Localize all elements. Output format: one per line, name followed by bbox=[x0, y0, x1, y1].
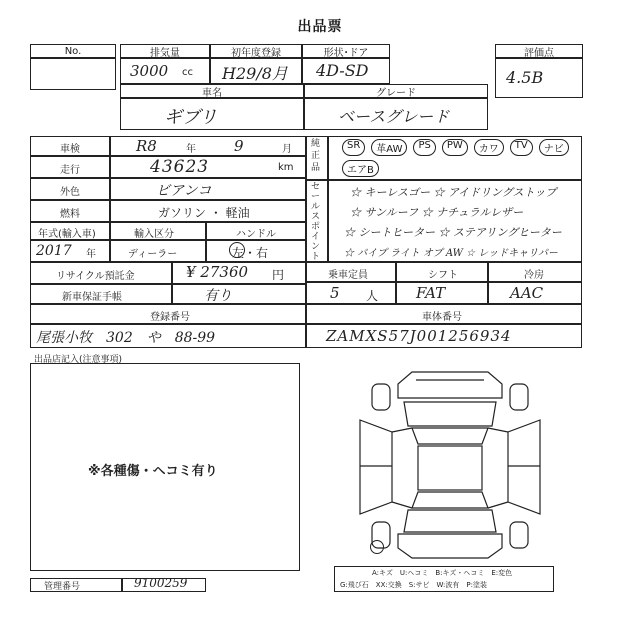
c-pillar-right bbox=[488, 502, 508, 508]
shape-value: 4D-SD bbox=[316, 61, 369, 80]
rating-value: 4.5B bbox=[506, 68, 544, 87]
shape-label: 形状･ドア bbox=[302, 44, 390, 58]
mileage-unit: km bbox=[278, 162, 294, 173]
warranty-value: 有り bbox=[204, 288, 232, 304]
notes-label: 出品店記入(注意事項) bbox=[34, 355, 123, 365]
mileage-label: 走行 bbox=[60, 165, 80, 176]
option-kawa: カワ bbox=[474, 139, 504, 156]
right-side-outline bbox=[508, 420, 540, 514]
option-ps: PS bbox=[413, 139, 435, 156]
month-unit: 月 bbox=[282, 144, 292, 155]
car-diagram bbox=[352, 362, 548, 562]
mileage-value: 43623 bbox=[150, 157, 210, 177]
no-field bbox=[30, 58, 116, 90]
option-navi: ナビ bbox=[539, 139, 569, 156]
rear-bumper-outline bbox=[398, 534, 502, 558]
handle-label: ハンドル bbox=[236, 229, 276, 240]
sales-label: セールスポイント bbox=[311, 182, 321, 262]
shift-label: シフト bbox=[428, 270, 458, 281]
capacity-value: 5 bbox=[330, 284, 340, 302]
equipment-label: 純正品 bbox=[311, 139, 321, 173]
management-label: 管理番号 bbox=[44, 582, 81, 592]
shift-value: FAT bbox=[416, 284, 446, 302]
front-left-wheel bbox=[372, 384, 390, 410]
sales-line-4: ☆ パイプ ライト オプ AW ☆ レッドキャリパー bbox=[344, 248, 558, 259]
c-pillar-left bbox=[392, 502, 412, 508]
option-leather-aw: 革AW bbox=[371, 139, 407, 156]
fuel-value: ガソリン ・ 軽油 bbox=[158, 206, 250, 220]
year-unit: 年 bbox=[186, 144, 196, 155]
vin-value: ZAMXS57J001256934 bbox=[326, 327, 512, 345]
displacement-value: 3000 bbox=[130, 62, 169, 80]
option-tv: TV bbox=[510, 139, 533, 156]
sales-line-2: ☆ サンルーフ ☆ ナチュラルレザー bbox=[350, 206, 524, 219]
grade-label: グレード bbox=[304, 84, 488, 98]
legend-line-1: A:キズ U:ヘコミ B:キズ・ヘコミ E:変色 bbox=[372, 569, 513, 577]
front-right-wheel bbox=[510, 384, 528, 410]
management-value: 9100259 bbox=[134, 576, 188, 590]
equipment-options bbox=[342, 139, 572, 177]
color-label: 外色 bbox=[60, 187, 80, 198]
trunk-outline bbox=[404, 510, 496, 532]
sheet-title: 出品票 bbox=[297, 19, 343, 35]
sales-line-1: ☆ キーレスゴー ☆ アイドリングストップ bbox=[350, 186, 557, 199]
recycle-value: ¥ 27360 bbox=[186, 263, 249, 281]
front-bumper-outline bbox=[398, 372, 502, 398]
rear-right-wheel bbox=[510, 522, 528, 548]
sales-line-3: ☆ シートヒーター ☆ ステアリングヒーター bbox=[344, 226, 562, 239]
ac-label: 冷房 bbox=[524, 270, 544, 281]
first-registration-value: H29/8月 bbox=[222, 64, 288, 83]
handle-value: 左・右 bbox=[232, 246, 269, 260]
recycle-unit: 円 bbox=[272, 268, 285, 282]
capacity-label: 乗車定員 bbox=[328, 270, 368, 281]
handle-left-circle-mark bbox=[229, 242, 245, 258]
model-year-value: 2017 bbox=[36, 243, 72, 259]
roof-outline bbox=[418, 446, 482, 490]
notes-text: ※各種傷・ヘコミ有り bbox=[88, 464, 218, 479]
rating-label: 評価点 bbox=[495, 44, 583, 58]
inspection-label: 車検 bbox=[60, 144, 80, 155]
a-pillar-left bbox=[392, 428, 412, 432]
rear-window-outline bbox=[412, 492, 488, 508]
inspection-month: 9 bbox=[234, 137, 244, 155]
car-name-label: 車名 bbox=[120, 84, 304, 98]
vin-label: 車体番号 bbox=[422, 312, 462, 323]
windshield-outline bbox=[412, 428, 488, 444]
import-value: ディーラー bbox=[128, 249, 178, 260]
option-airbag: エアB bbox=[342, 160, 379, 177]
color-value: ビアンコ bbox=[156, 183, 212, 199]
no-label: No. bbox=[30, 44, 116, 58]
import-label: 輸入区分 bbox=[134, 229, 174, 240]
car-name-value: ギブリ bbox=[164, 107, 218, 128]
first-registration-label: 初年度登録 bbox=[210, 44, 302, 58]
capacity-unit: 人 bbox=[366, 289, 379, 303]
model-year-label: 年式(輸入車) bbox=[38, 229, 96, 240]
spare-tire-circle bbox=[370, 540, 384, 554]
ac-value: AAC bbox=[510, 284, 544, 302]
displacement-label: 排気量 bbox=[120, 44, 210, 58]
warranty-label: 新車保証手帳 bbox=[62, 292, 122, 303]
registration-label: 登録番号 bbox=[150, 312, 190, 323]
model-year-unit: 年 bbox=[86, 249, 96, 260]
capacity-field bbox=[306, 282, 396, 304]
legend-line-2: G:飛び石 XX:交換 S:サビ W:波有 P:塗装 bbox=[340, 581, 487, 589]
left-side-outline bbox=[360, 420, 392, 514]
warranty-field bbox=[172, 284, 306, 304]
option-sr: SR bbox=[342, 139, 365, 156]
grade-value: ベースグレード bbox=[338, 107, 450, 126]
fuel-label: 燃料 bbox=[60, 209, 80, 220]
registration-value: 尾張小牧 302 や 88-99 bbox=[36, 330, 216, 346]
displacement-unit: cc bbox=[182, 67, 193, 78]
option-pw: PW bbox=[442, 139, 468, 156]
hood-outline bbox=[404, 402, 496, 426]
recycle-label: リサイクル預託金 bbox=[56, 271, 135, 282]
a-pillar-right bbox=[488, 428, 508, 432]
inspection-year: R8 bbox=[136, 137, 157, 155]
